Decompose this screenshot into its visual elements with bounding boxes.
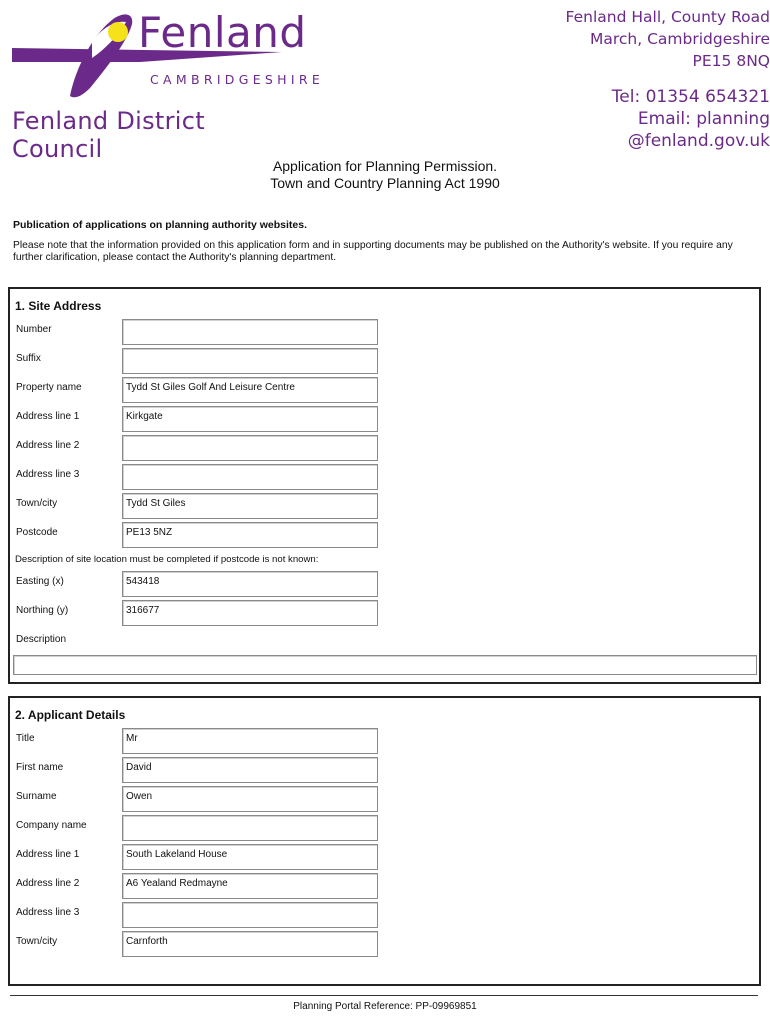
- site-address-line3-row: [10, 464, 760, 490]
- easting-row: [10, 571, 760, 597]
- applicant-address-line1-field[interactable]: South Lakeland House: [122, 844, 378, 870]
- field-label: First name: [16, 762, 64, 773]
- document-title: [0, 158, 770, 192]
- contact-address-line1: Fenland Hall, County Road: [565, 8, 770, 26]
- site-address-line1-row: [10, 406, 760, 432]
- site-suffix-field[interactable]: [122, 348, 378, 374]
- surname-field[interactable]: Owen: [122, 786, 378, 812]
- portal-reference: Planning Portal Reference: PP-09969851: [293, 1001, 477, 1012]
- surname-row: [10, 786, 760, 812]
- field-label: Town/city: [16, 498, 58, 509]
- contact-postcode: PE15 8NQ: [692, 52, 770, 70]
- northing-row: [10, 600, 760, 626]
- title-line-2: Town and Country Planning Act 1990: [270, 175, 500, 191]
- field-label: Postcode: [16, 527, 58, 538]
- field-label: Address line 1: [16, 849, 80, 860]
- property-name-field[interactable]: Tydd St Giles Golf And Leisure Centre: [122, 377, 378, 403]
- description-label: Description: [16, 634, 67, 645]
- field-label: Address line 1: [16, 411, 80, 422]
- publication-notice: Please note that the information provided on this application form and in supporting documents may be published on the Authority's website. If you require any further clarification, please contact the Authority's planning department.: [13, 240, 733, 263]
- applicant-address-line1-row: [10, 844, 760, 870]
- field-label: Suffix: [16, 353, 41, 364]
- field-label: Easting (x): [16, 576, 64, 587]
- company-name-row: [10, 815, 760, 841]
- footer-divider: [10, 995, 758, 996]
- site-address-line2-field[interactable]: [122, 435, 378, 461]
- site-address-line2-row: [10, 435, 760, 461]
- field-label: Surname: [16, 791, 57, 802]
- site-town-field[interactable]: Tydd St Giles: [122, 493, 378, 519]
- site-address-section: [8, 287, 761, 684]
- site-address-line3-field[interactable]: [122, 464, 378, 490]
- fenland-logo: [10, 6, 325, 163]
- site-town-row: [10, 493, 760, 519]
- field-label: Northing (y): [16, 605, 69, 616]
- applicant-address-line3-field[interactable]: [122, 902, 378, 928]
- title-line-1: Application for Planning Permission.: [272, 158, 498, 174]
- publication-heading: Publication of applications on planning authority websites.: [13, 219, 308, 231]
- site-postcode-field[interactable]: PE13 5NZ: [122, 522, 378, 548]
- field-label: Town/city: [16, 936, 58, 947]
- site-suffix-row: [10, 348, 760, 374]
- company-name-field[interactable]: [122, 815, 378, 841]
- field-label: Address line 3: [16, 907, 80, 918]
- section-heading: 1. Site Address: [15, 299, 102, 313]
- logo-subtitle: CAMBRIDGESHIRE: [150, 72, 325, 87]
- site-postcode-row: [10, 522, 760, 548]
- applicant-town-row: [10, 931, 760, 957]
- field-label: Address line 2: [16, 878, 80, 889]
- field-label: Company name: [16, 820, 87, 831]
- first-name-row: [10, 757, 760, 783]
- contact-address-line2: March, Cambridgeshire: [589, 30, 770, 48]
- description-field[interactable]: [13, 655, 757, 675]
- applicant-address-line3-row: [10, 902, 760, 928]
- field-label: Address line 2: [16, 440, 80, 451]
- easting-field[interactable]: 543418: [122, 571, 378, 597]
- field-label: Address line 3: [16, 469, 80, 480]
- field-label: Property name: [16, 382, 82, 393]
- applicant-title-field[interactable]: Mr: [122, 728, 378, 754]
- applicant-town-field[interactable]: Carnforth: [122, 931, 378, 957]
- contact-block: [540, 6, 770, 152]
- applicant-title-row: [10, 728, 760, 754]
- applicant-address-line2-field[interactable]: A6 Yealand Redmayne: [122, 873, 378, 899]
- section-heading: 2. Applicant Details: [15, 708, 126, 722]
- site-address-line1-field[interactable]: Kirkgate: [122, 406, 378, 432]
- first-name-field[interactable]: David: [122, 757, 378, 783]
- field-label: Number: [16, 324, 52, 335]
- applicant-address-line2-row: [10, 873, 760, 899]
- logo-council-name: Fenland District Council: [12, 107, 205, 163]
- contact-telephone: Tel: 01354 654321: [611, 87, 770, 107]
- field-label: Title: [16, 733, 35, 744]
- contact-email: Email: planning @fenland.gov.uk: [627, 109, 770, 151]
- northing-field[interactable]: 316677: [122, 600, 378, 626]
- location-note: Description of site location must be completed if postcode is not known:: [15, 554, 319, 565]
- applicant-details-section: [8, 696, 761, 986]
- logo-name: Fenland: [138, 8, 307, 57]
- property-name-row: [10, 377, 760, 403]
- site-number-field[interactable]: [122, 319, 378, 345]
- site-number-row: [10, 319, 760, 345]
